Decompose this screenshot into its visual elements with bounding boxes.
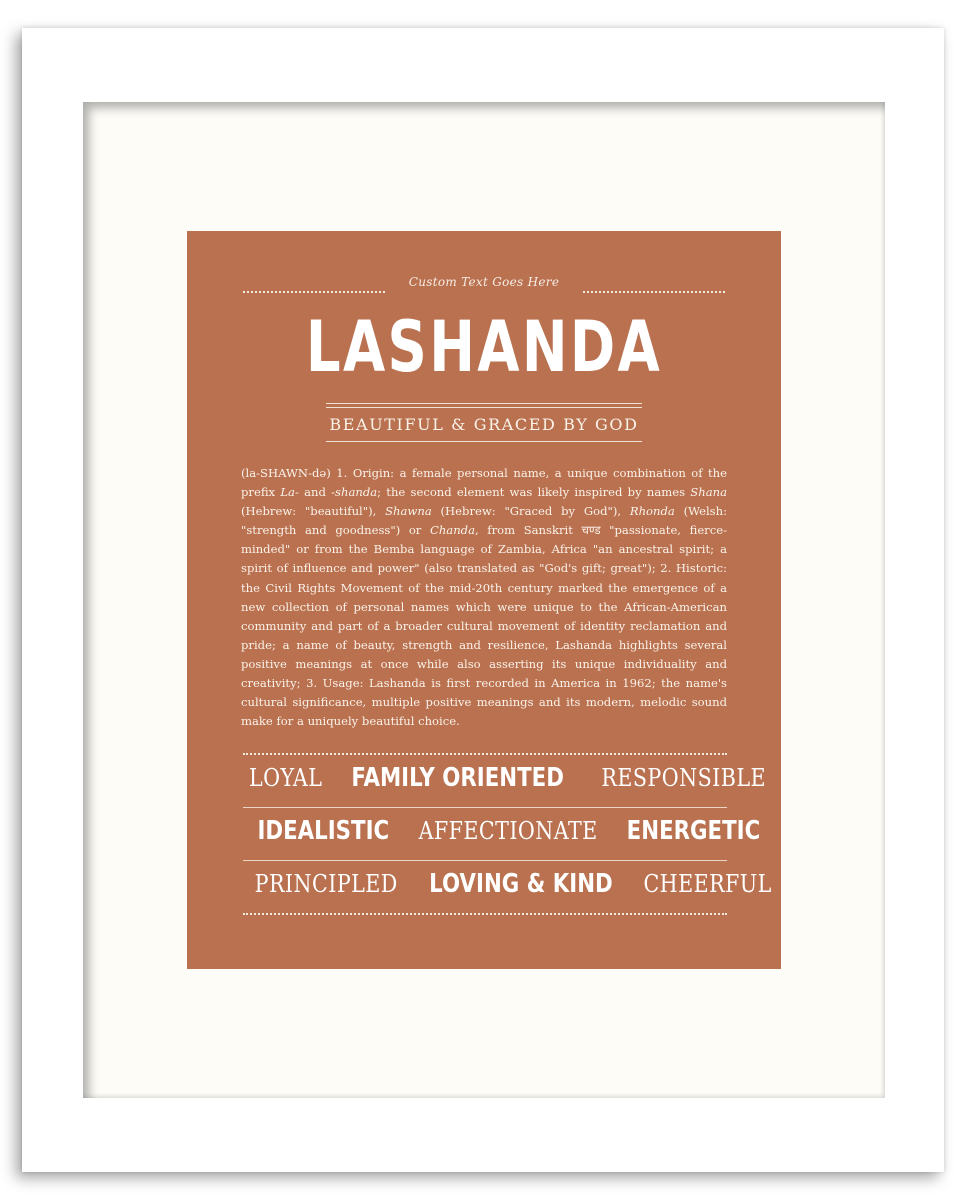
dotted-divider-left [243, 291, 385, 293]
trait-rule-1 [243, 807, 727, 808]
rule-lower [326, 441, 642, 442]
trait: AFFECTIONATE [418, 817, 598, 845]
second-element-text: ; the second element was likely inspired by names [377, 485, 691, 500]
suffix-text: -shanda [331, 485, 378, 500]
rule-upper-2 [326, 407, 642, 408]
shana-text: Shana [690, 485, 727, 500]
trait: FAMILY ORIENTED [351, 763, 565, 793]
trait-rule-2 [243, 860, 727, 861]
trait: CHEERFUL [643, 870, 773, 898]
name-meaning: BEAUTIFUL & GRACED BY GOD [329, 415, 639, 434]
custom-text: Custom Text Goes Here [408, 275, 560, 289]
origin-text: 1. Origin: a female personal name, a unique combination of the prefix [241, 466, 728, 500]
prefix-text: La- [280, 485, 299, 500]
name-print [187, 231, 781, 969]
pronunciation: (la-SHAWN-də) [241, 466, 331, 480]
rule-upper [326, 403, 642, 404]
trait: LOYAL [248, 764, 323, 792]
trait-row-1 [243, 763, 766, 793]
shawna-gloss: (Hebrew: "Graced by God"), [431, 504, 630, 519]
and-text: and [298, 485, 332, 500]
rhonda-text: Rhonda [629, 504, 675, 519]
chanda-text: Chanda [429, 523, 476, 538]
trait-row-2 [243, 816, 761, 846]
trait: LOVING & KIND [429, 869, 614, 899]
historic-text: 2. Historic: the Civil Rights Movement of the mid-20th century marked the emergence of a new collection of personal names which were unique to the African-American community and part of a broader cultural movement of identity reclamation and pride; a name of beauty, strength and resilience, Lashanda highlights several positive meanings at once while also asserting its unique individuality and creativity; [241, 561, 727, 691]
trait: ENERGETIC [626, 816, 761, 846]
trait: PRINCIPLED [254, 870, 398, 898]
trait: IDEALISTIC [257, 816, 390, 846]
name-title: LASHANDA [305, 306, 663, 388]
chanda-gloss: , from Sanskrit चण्ड "passionate, fierce-minded" or from the Bemba language of Zambia, Africa "an ancestral spirit; a spirit of influence and power" (also translated as "God's gift; great"); [241, 523, 727, 576]
name-definition [241, 464, 727, 731]
shana-gloss: (Hebrew: "beautiful"), [241, 504, 386, 519]
trait-row-3 [243, 869, 773, 899]
dotted-divider-right [583, 291, 725, 293]
dotted-divider-traits-bottom [243, 913, 727, 915]
usage-text: 3. Usage: Lashanda is first recorded in America in 1962; the name's cultural significance, multiple positive meanings and its modern, melodic sound make for a uniquely beautiful choice. [241, 676, 727, 729]
rhonda-gloss: (Welsh: "strength and goodness") or [241, 504, 728, 538]
shawna-text: Shawna [385, 504, 432, 519]
trait: RESPONSIBLE [601, 764, 766, 792]
dotted-divider-traits-top [243, 753, 727, 755]
